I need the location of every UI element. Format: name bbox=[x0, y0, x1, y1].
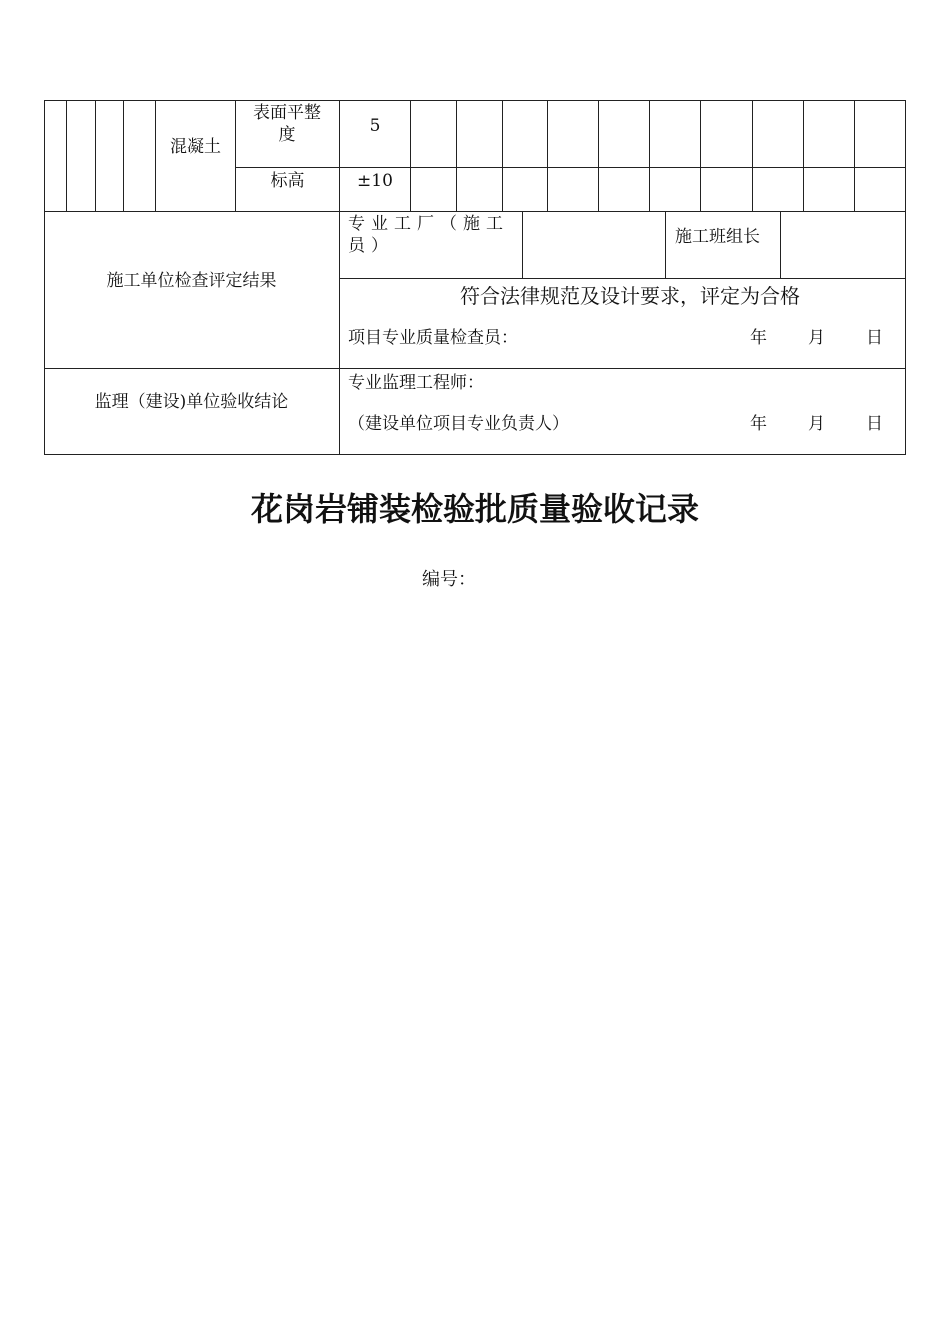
item-value-cell: 5 bbox=[369, 116, 381, 136]
quality-inspector-label: 项目专业质量检查员： bbox=[348, 328, 518, 348]
material-cell: 混凝土 bbox=[170, 137, 221, 157]
row-divider bbox=[44, 368, 906, 369]
team-leader-label: 施工班组长 bbox=[675, 227, 760, 247]
column-divider bbox=[66, 100, 67, 211]
supervision-conclusion-label: 监理（建设)单位验收结论 bbox=[94, 392, 289, 412]
construction-conclusion: 符合法律规范及设计要求，评定为合格 bbox=[460, 284, 800, 308]
month-label: 月 bbox=[808, 328, 825, 348]
column-divider bbox=[522, 211, 523, 278]
document-title: 花岗岩铺装检验批质量验收记录 bbox=[250, 490, 699, 528]
row-divider bbox=[339, 278, 906, 279]
column-divider bbox=[502, 100, 503, 211]
item-name-cell: 表面平整度 bbox=[253, 103, 321, 145]
column-divider bbox=[854, 100, 855, 211]
item-name-cell: 标高 bbox=[270, 171, 305, 191]
day-label: 日 bbox=[866, 328, 883, 348]
item-value-cell: ±10 bbox=[357, 171, 393, 191]
table-border-right bbox=[905, 100, 906, 455]
professional-staff-label: 专业工厂（施工员） bbox=[348, 214, 509, 256]
column-divider bbox=[780, 211, 781, 278]
column-divider bbox=[456, 100, 457, 211]
column-divider bbox=[410, 100, 411, 211]
construction-check-label: 施工单位检查评定结果 bbox=[106, 271, 277, 291]
supervising-engineer-label: 专业监理工程师： bbox=[348, 373, 484, 393]
year-label: 年 bbox=[750, 414, 767, 434]
column-divider bbox=[123, 100, 124, 211]
column-divider bbox=[649, 100, 650, 211]
table-border-bottom bbox=[44, 454, 906, 455]
column-divider bbox=[752, 100, 753, 211]
month-label: 月 bbox=[808, 414, 825, 434]
column-divider bbox=[95, 100, 96, 211]
row-divider bbox=[44, 211, 906, 212]
year-label: 年 bbox=[750, 328, 767, 348]
column-divider bbox=[665, 211, 666, 278]
column-divider bbox=[803, 100, 804, 211]
document-number-label: 编号： bbox=[422, 569, 476, 590]
day-label: 日 bbox=[866, 414, 883, 434]
column-divider bbox=[598, 100, 599, 211]
owner-representative-label: （建设单位项目专业负责人） bbox=[348, 414, 569, 434]
column-divider bbox=[339, 100, 340, 455]
column-divider bbox=[235, 100, 236, 211]
column-divider bbox=[700, 100, 701, 211]
column-divider bbox=[547, 100, 548, 211]
table-border-top bbox=[44, 100, 906, 101]
acceptance-table bbox=[44, 100, 906, 455]
row-divider bbox=[235, 167, 906, 168]
